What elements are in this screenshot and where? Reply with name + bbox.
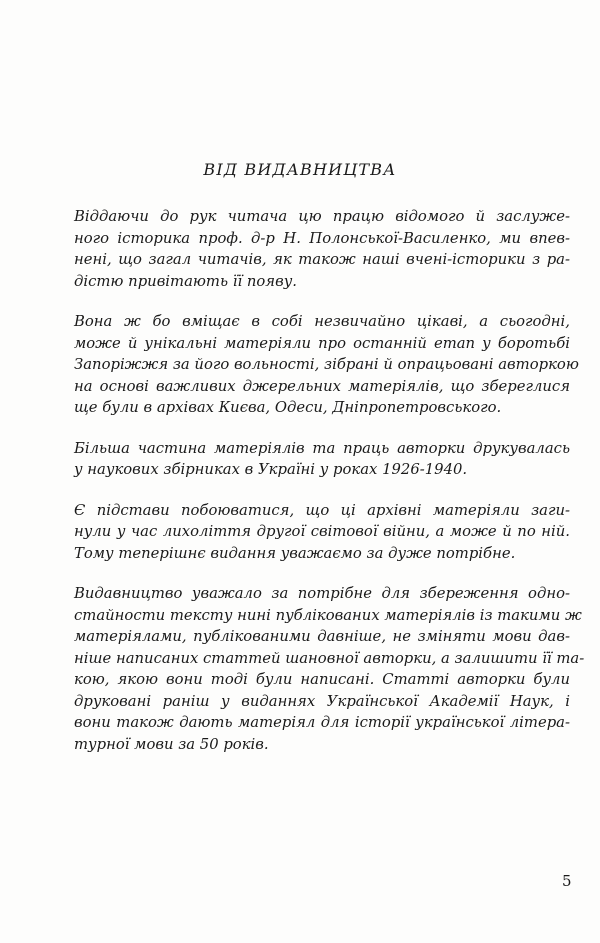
text-line: ніше написаних статтей шановної авторки, а залишити її та- [74, 649, 585, 667]
text-line: ще були в архівах Києва, Одеси, Дніпропетровського. [74, 399, 502, 416]
text-line: Вона ж бо вміщає в собі незвичайно цікаві, а сьогодні, [74, 313, 570, 330]
text-line: нені, що загал читачів, як також наші вчені-історики з ра- [74, 251, 570, 268]
text-line: Віддаючи до рук читача цю працю відомого й заслуже- [74, 208, 570, 225]
paragraph-4 [74, 500, 570, 565]
text-line: Видавництво уважало за потрібне для збереження одно- [74, 585, 570, 602]
paragraph-1 [74, 206, 570, 292]
paragraph-3 [74, 438, 570, 481]
page-title: ВІД ВИДАВНИЦТВА [203, 160, 397, 179]
text-line: нули у час лихоліття другої світової війни, а може й по ній. [74, 523, 570, 540]
page-number: 5 [562, 872, 572, 890]
text-line: Більша частина матеріялів та праць авторки друкувалась [74, 439, 570, 457]
text-line: може й унікальні матеріяли про останній етап у боротьбі [74, 334, 570, 352]
text-line: Тому теперішнє видання уважаємо за дуже потрібне. [74, 544, 516, 562]
text-line: матеріялами, публікованими давніше, не зміняти мови дав- [74, 628, 570, 645]
text-line: ного історика проф. д-р Н. Полонської-Василенко, ми впев- [74, 229, 570, 247]
text-line: Є підстави побоюватися, що ці архівні матеріяли заги- [74, 501, 570, 519]
paragraph-5 [74, 583, 585, 755]
text-line: Запоріжжя за його вольності, зібрані й опрацьовані авторкою [74, 356, 579, 373]
text-line: дістю привітають її появу. [74, 272, 298, 290]
text-line: друковані раніш у виданнях Української Академії Наук, і [74, 692, 570, 710]
text-line: турної мови за 50 років. [74, 735, 269, 753]
text-line: вони також дають матеріял для історії української літера- [74, 714, 570, 731]
text-line: у наукових збірниках в Україні у роках 1926-1940. [74, 461, 468, 478]
text-line: стайности тексту нині публікованих матеріялів із такими ж [74, 606, 582, 624]
body-text [74, 206, 585, 774]
paragraph-2 [74, 311, 579, 419]
text-line: на основі важливих джерельних матеріялів, що збереглися [74, 377, 570, 395]
text-line: кою, якою вони тоді були написані. Статті авторки були [74, 671, 570, 688]
